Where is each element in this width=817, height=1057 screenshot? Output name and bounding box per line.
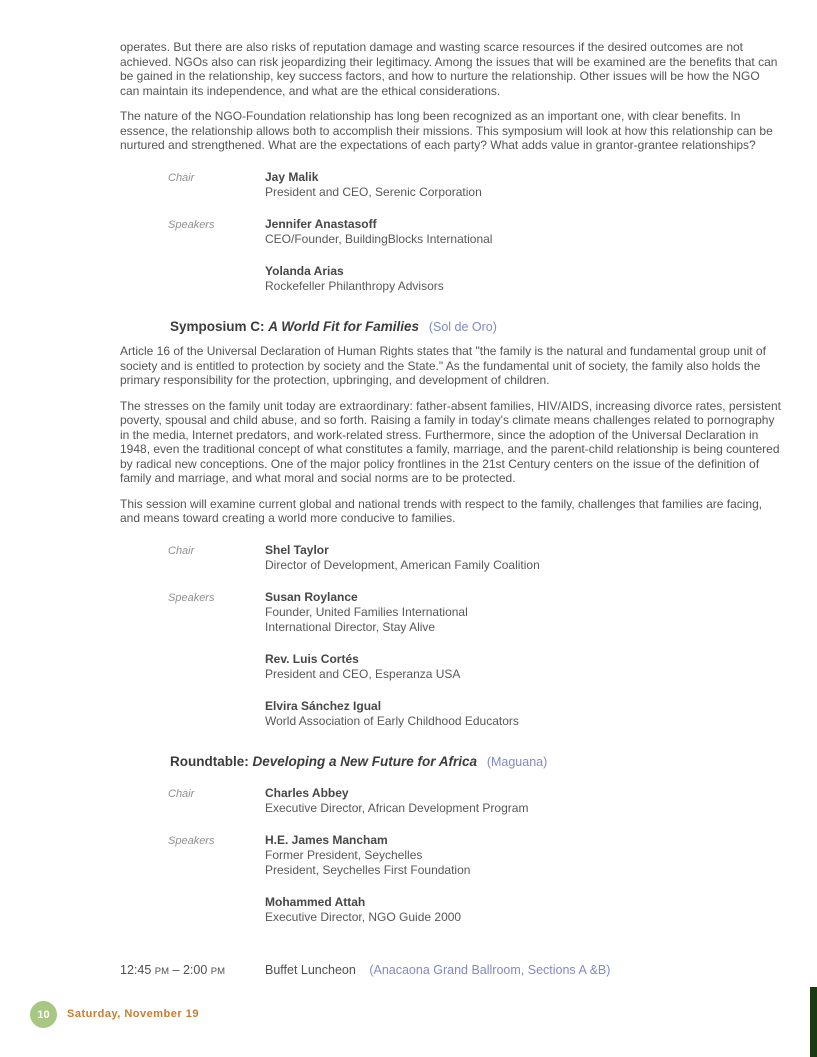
person-entry bbox=[265, 590, 782, 729]
luncheon-time bbox=[120, 963, 265, 980]
time-end-meridiem: PM bbox=[210, 966, 226, 977]
roundtable-heading bbox=[170, 755, 782, 770]
person-title: CEO/Founder, BuildingBlocks International bbox=[265, 231, 493, 246]
person-name: Jay Malik bbox=[265, 169, 319, 184]
person-title: Executive Director, NGO Guide 2000 bbox=[265, 910, 462, 924]
person-name: Charles Abbey bbox=[265, 786, 349, 800]
person-name: Jennifer Anastasoff bbox=[265, 216, 377, 231]
chair-label: Chair bbox=[168, 788, 195, 800]
symposium-c-paragraph-3: This session will examine current global and national trends with respect to the family, challenges that families are facing, and means toward creating a world more conducive to families. bbox=[120, 496, 763, 525]
speakers-row bbox=[120, 217, 782, 294]
person-entry bbox=[265, 217, 782, 294]
footer-date: Saturday, November 19 bbox=[67, 1008, 199, 1020]
time-start: 12:45 bbox=[120, 963, 152, 977]
chair-row bbox=[120, 170, 782, 200]
person-entry bbox=[265, 652, 782, 682]
speakers-label: Speakers bbox=[168, 835, 215, 847]
intro-paragraph-1: operates. But there are also risks of reputation damage and wasting scarce resources if the desired outcomes are not achieved. NGOs also can risk jeopardizing their legitimacy. Among the issues that will be examined are the benefits that can be gained in the relationship, key success factors, and how to nurture the relationship. Other issues will be how the NGO can maintain its independence, and what are the ethical considerations. bbox=[120, 40, 778, 98]
symposium-c-paragraph-1: Article 16 of the Universal Declaration of Human Rights states that "the family is the natural and fundamental group unit of society and is entitled to protection by society and the State." As the fundamental unit of society, the family also holds the primary responsibility for the protection, upbringing, and development of children. bbox=[120, 344, 766, 387]
luncheon-label: Buffet Luncheon bbox=[265, 963, 356, 977]
speakers-label: Speakers bbox=[168, 218, 215, 231]
person-name: H.E. James Mancham bbox=[265, 833, 388, 847]
person-title: Former President, Seychelles bbox=[265, 848, 423, 862]
person-name: Elvira Sánchez Igual bbox=[265, 698, 382, 713]
luncheon-entry bbox=[265, 963, 782, 980]
person-name: Mohammed Attah bbox=[265, 895, 366, 909]
page-content bbox=[120, 40, 782, 980]
person-entry bbox=[265, 833, 782, 925]
speakers-label: Speakers bbox=[168, 591, 215, 604]
person-entry bbox=[265, 786, 782, 816]
person-title: President and CEO, Serenic Corporation bbox=[265, 184, 482, 199]
person-title: President and CEO, Esperanza USA bbox=[265, 666, 461, 681]
heading-prefix: Roundtable: bbox=[170, 753, 249, 769]
person-title: International Director, Stay Alive bbox=[265, 619, 436, 634]
person-name: Susan Roylance bbox=[265, 589, 358, 604]
heading-prefix: Symposium C: bbox=[170, 318, 265, 334]
symposium-c-heading bbox=[170, 320, 782, 335]
person-title: President, Seychelles First Foundation bbox=[265, 863, 471, 877]
person-title: Founder, United Families International bbox=[265, 604, 468, 619]
person-entry bbox=[265, 699, 782, 729]
person-title: World Association of Early Childhood Educators bbox=[265, 713, 519, 728]
person-entry bbox=[265, 543, 782, 573]
person-title: Executive Director, African Development Program bbox=[265, 801, 529, 815]
person-title: Rockefeller Philanthropy Advisors bbox=[265, 278, 444, 293]
heading-title: A World Fit for Families bbox=[268, 318, 420, 334]
person-name: Yolanda Arias bbox=[265, 263, 344, 278]
symposium-c-paragraph-2: The stresses on the family unit today are extraordinary: father-absent families, HIV/AIDS, increasing divorce rates, persistent poverty, spousal and child abuse, and so forth. Raising a family in today's climate means challenges related to pornography in the media, Internet predators, and work-related stress. Furthermore, since the adoption of the Universal Declaration in 1948, even the traditional concept of what constitutes a family, marriage, and the parent-child relationship is being countered by radical new conceptions. One of the major policy frontlines in the 21st Century centers on the issue of the definition of family and marriage, and what moral and social norms are to be protected. bbox=[120, 398, 781, 485]
person-entry bbox=[265, 895, 782, 925]
person-entry bbox=[265, 170, 782, 200]
room-name-maguana: (Maguana) bbox=[486, 754, 548, 769]
page-edge-bar bbox=[810, 987, 817, 1057]
speakers-row bbox=[120, 833, 782, 925]
person-name: Rev. Luis Cortés bbox=[265, 651, 359, 666]
chair-label: Chair bbox=[168, 544, 195, 557]
heading-title: Developing a New Future for Africa bbox=[252, 753, 478, 769]
person-entry bbox=[265, 264, 782, 294]
room-name-sol-de-oro: (Sol de Oro) bbox=[428, 319, 497, 334]
room-name-anacaona: (Anacaona Grand Ballroom, Sections A &B) bbox=[369, 963, 611, 977]
speakers-row bbox=[120, 590, 782, 729]
time-dash: – bbox=[172, 963, 180, 977]
intro-paragraph-2: The nature of the NGO-Foundation relationship has long been recognized as an important one, with clear benefits. In essence, the relationship allows both to accomplish their missions. This symposium will look at how this relationship can be nurtured and strengthened. What are the expectations of each party? What adds value in grantor-grantee relationships? bbox=[120, 109, 773, 152]
page-number-badge: 10 bbox=[30, 1001, 57, 1028]
chair-row bbox=[120, 786, 782, 816]
chair-label: Chair bbox=[168, 171, 195, 184]
luncheon-row bbox=[120, 963, 782, 980]
time-end: 2:00 bbox=[182, 963, 208, 977]
person-title: Director of Development, American Family Coalition bbox=[265, 557, 540, 572]
person-name: Shel Taylor bbox=[265, 542, 329, 557]
chair-row bbox=[120, 543, 782, 573]
time-start-meridiem: PM bbox=[154, 966, 170, 977]
